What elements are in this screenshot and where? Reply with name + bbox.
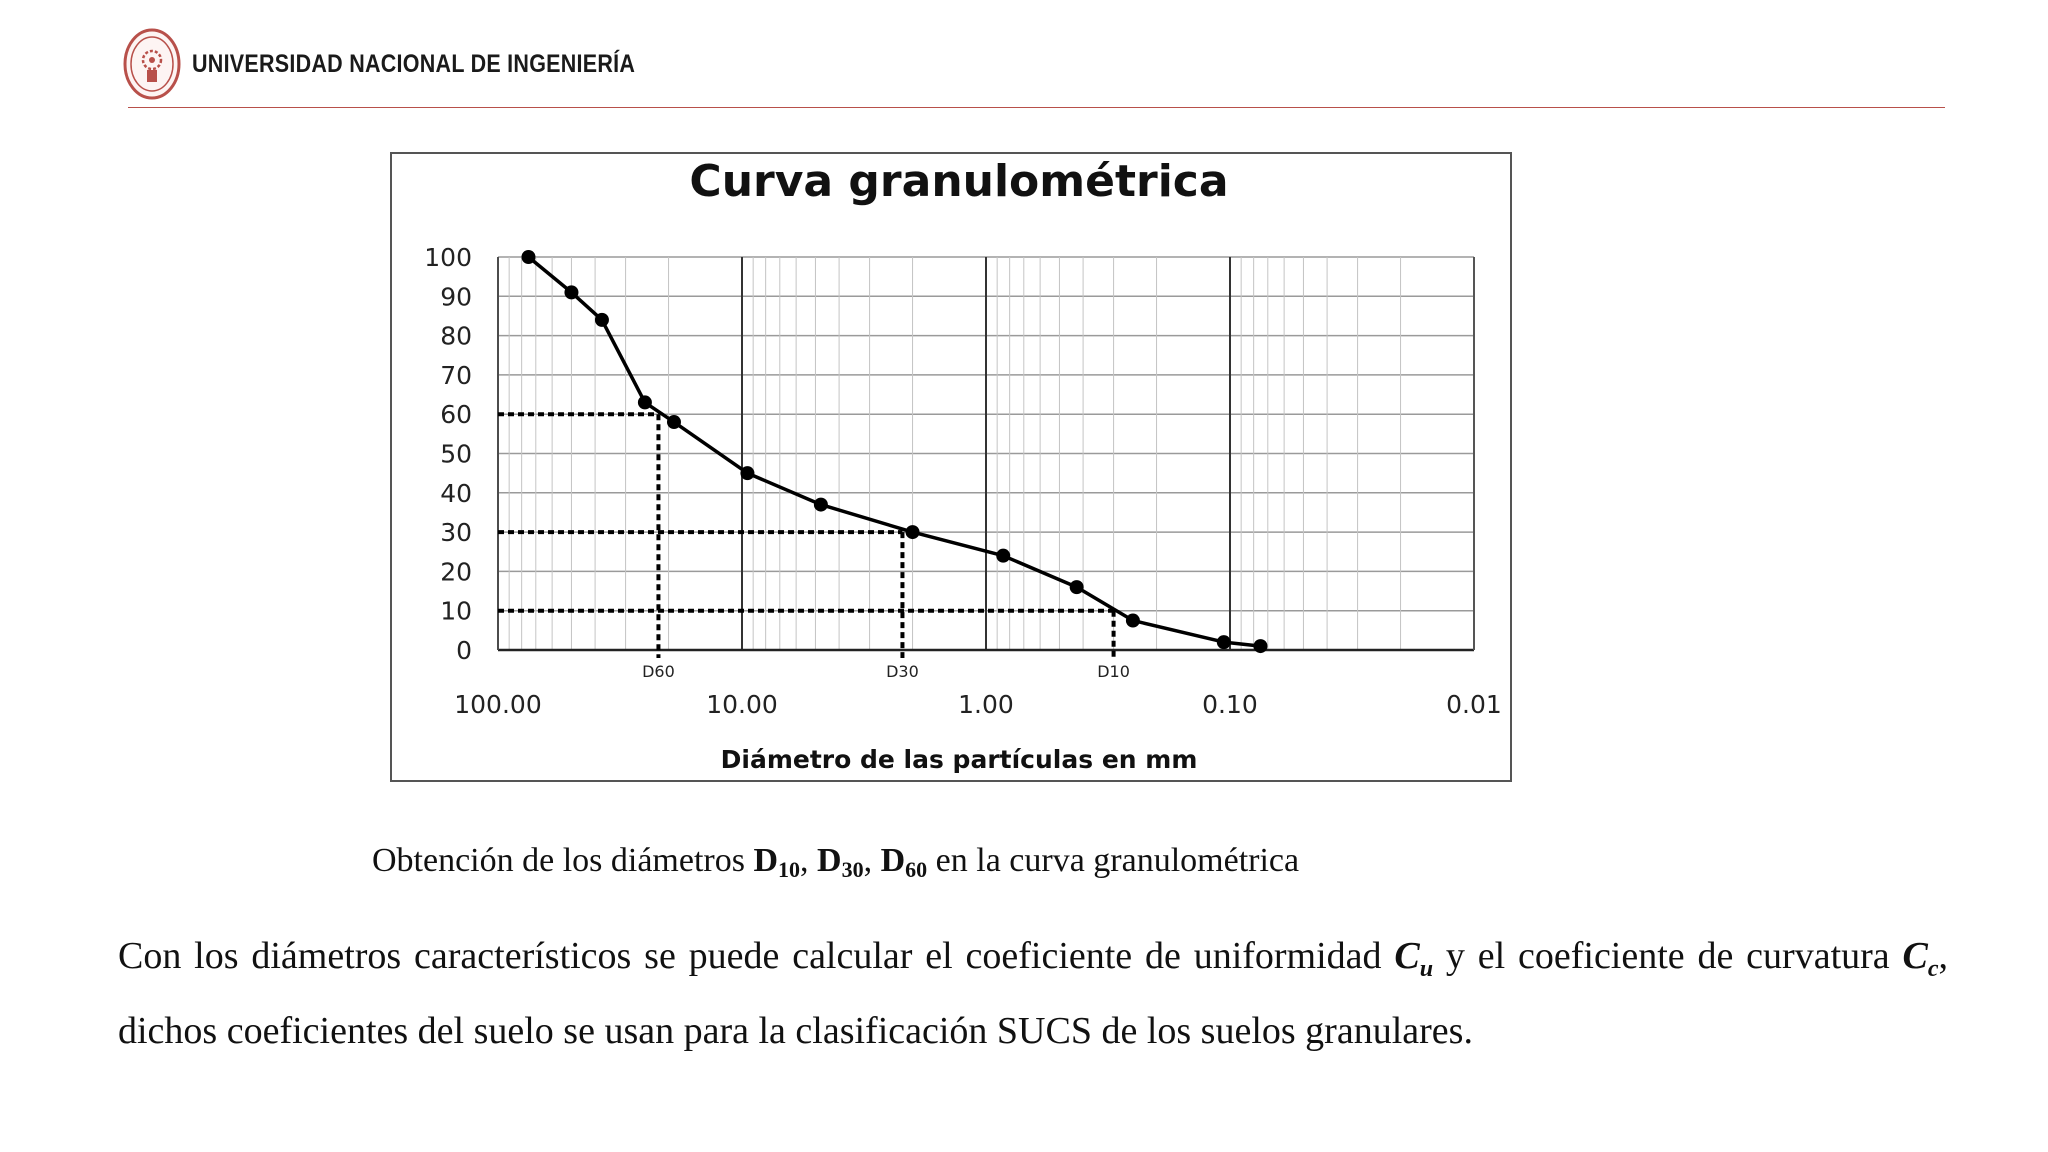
data-point: [595, 313, 609, 327]
reference-label: D30: [886, 662, 919, 681]
x-tick-label: 1.00: [958, 690, 1014, 719]
x-tick-label: 10.00: [706, 690, 778, 719]
x-tick-label: 0.01: [1446, 690, 1502, 719]
chart-container: [390, 152, 1512, 782]
data-point: [521, 250, 535, 264]
paragraph-part-3: , dichos coeficientes del suelo se usan para la clasificación SUCS de los suelos granulares.: [118, 935, 1948, 1052]
grain-size-chart: [390, 152, 1512, 782]
paragraph-part-1: Con los diámetros característicos se puede calcular el coeficiente de uniformidad: [118, 935, 1395, 977]
cc-sub: c: [1927, 956, 1939, 982]
y-tick-label: 100: [424, 243, 472, 272]
chart-title: Curva granulométrica: [689, 156, 1229, 207]
y-tick-label: 50: [440, 439, 472, 469]
slide-header: [122, 24, 707, 104]
caption-d10: [753, 842, 801, 882]
caption-d60: [880, 842, 928, 882]
caption-d60-sub: 60: [905, 857, 928, 882]
data-point: [740, 466, 754, 480]
caption-suffix: en la curva granulométrica: [927, 842, 1300, 879]
x-axis-label: Diámetro de las partículas en mm: [720, 745, 1198, 774]
data-point: [906, 525, 920, 539]
cu-base: C: [1394, 935, 1420, 977]
x-tick-label: 0.10: [1202, 690, 1258, 719]
data-point: [814, 498, 828, 512]
y-tick-label: 80: [440, 321, 472, 351]
y-tick-label: 0: [456, 636, 472, 665]
data-point: [1253, 639, 1267, 653]
y-tick-label: 20: [440, 557, 472, 587]
data-point: [667, 415, 681, 429]
y-tick-label: 60: [440, 400, 472, 430]
caption-sep-1: ,: [800, 842, 818, 879]
data-point: [996, 549, 1010, 563]
figure-caption: [372, 842, 1299, 883]
y-tick-label: 40: [440, 478, 472, 508]
caption-d30: [817, 842, 864, 882]
caption-d30-base: D: [817, 842, 842, 879]
reference-label: D10: [1097, 662, 1130, 681]
caption-d30-sub: 30: [841, 857, 864, 882]
data-point: [1070, 580, 1084, 594]
caption-d10-sub: 10: [778, 857, 801, 882]
reference-label: D60: [642, 662, 675, 681]
university-name: UNIVERSIDAD NACIONAL DE INGENIERÍA: [192, 49, 636, 78]
header-divider: [128, 107, 1945, 108]
cc-symbol: [1902, 935, 1939, 982]
x-tick-label: 100.00: [454, 690, 542, 719]
chart-frame: [391, 153, 1511, 781]
data-point: [1217, 635, 1231, 649]
paragraph-part-2: y el coeficiente de curvatura: [1433, 935, 1903, 977]
y-tick-label: 10: [440, 596, 472, 626]
caption-sep-2: ,: [863, 842, 881, 879]
caption-prefix: Obtención de los diámetros: [372, 842, 754, 879]
cc-base: C: [1902, 935, 1928, 977]
y-tick-label: 70: [440, 360, 472, 390]
data-point: [638, 395, 652, 409]
data-point: [1126, 614, 1140, 628]
body-paragraph: [118, 925, 1948, 1062]
caption-d10-base: D: [753, 842, 779, 879]
caption-d60-base: D: [880, 842, 906, 879]
y-tick-label: 90: [440, 282, 472, 312]
university-seal-icon: [122, 26, 182, 102]
y-tick-label: 30: [440, 518, 472, 548]
data-point: [564, 285, 578, 299]
cu-sub: u: [1419, 956, 1434, 982]
cu-symbol: [1394, 935, 1434, 982]
